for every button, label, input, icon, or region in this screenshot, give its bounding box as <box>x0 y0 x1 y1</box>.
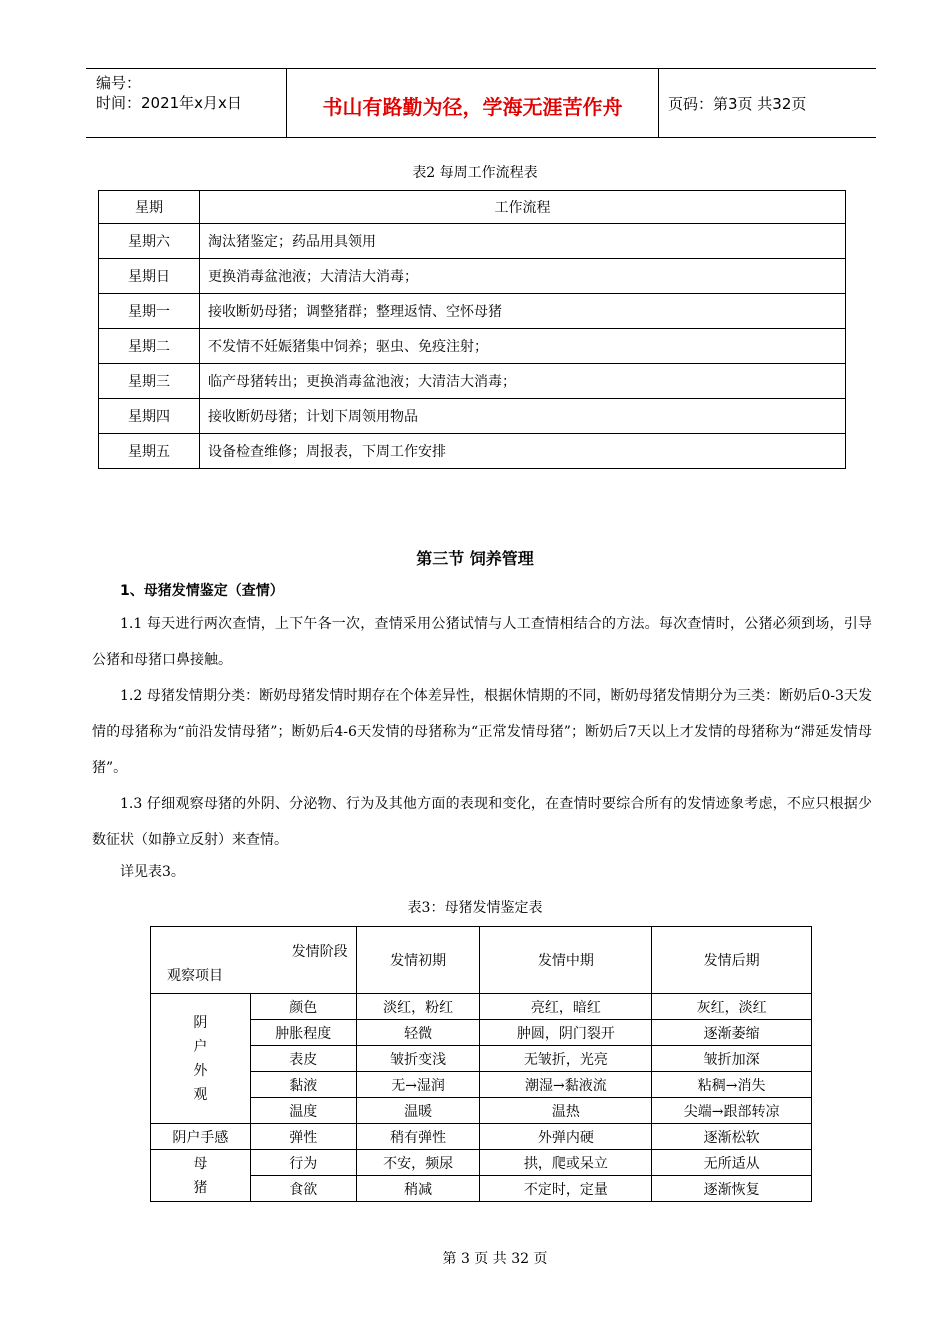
item-cell: 颜色 <box>250 994 356 1020</box>
group-char: 阴 <box>193 1014 208 1031</box>
value-cell: 皱折变浅 <box>356 1046 480 1072</box>
item-cell: 食欲 <box>250 1176 356 1202</box>
item-cell: 温度 <box>250 1098 356 1124</box>
table-header-row <box>151 927 812 994</box>
page-footer: 第 3 页 共 32 页 <box>442 1251 548 1267</box>
item-cell: 行为 <box>250 1150 356 1176</box>
flow-cell: 临产母猪转出；更换消毒盆池液；大清洁大消毒； <box>200 364 846 399</box>
time-label: 时间：2021年x月x日 <box>96 94 242 112</box>
group-char: 观 <box>193 1086 208 1103</box>
day-cell: 星期四 <box>99 399 200 434</box>
col-day-header: 星期 <box>99 191 200 224</box>
item-cell: 弹性 <box>250 1124 356 1150</box>
table-row <box>151 994 812 1020</box>
value-cell: 逐渐恢复 <box>652 1176 812 1202</box>
table-row <box>151 1072 812 1098</box>
day-cell: 星期六 <box>99 224 200 259</box>
table-row <box>151 1176 812 1202</box>
table2-caption: 表2 每周工作流程表 <box>412 165 538 181</box>
table-row <box>99 294 846 329</box>
table-row <box>151 1124 812 1150</box>
flow-cell: 淘汰猪鉴定；药品用具领用 <box>200 224 846 259</box>
value-cell: 不安，频尿 <box>356 1150 480 1176</box>
value-cell: 逐渐松软 <box>652 1124 812 1150</box>
day-cell: 星期一 <box>99 294 200 329</box>
stage-header: 发情中期 <box>480 927 652 994</box>
group-char: 母 <box>193 1155 208 1172</box>
page-header <box>86 68 876 138</box>
value-cell: 稍减 <box>356 1176 480 1202</box>
paragraph-1-1: 1.1 每天进行两次查情，上下午各一次，查情采用公猪试情与人工查情相结合的方法。每次查情时，公猪必须到场，引导公猪和母猪口鼻接触。 <box>92 616 872 668</box>
table-row <box>151 1150 812 1176</box>
group-char: 猪 <box>193 1179 208 1196</box>
value-cell: 无所适从 <box>652 1150 812 1176</box>
corner-stage-label: 发情阶段 <box>291 944 348 960</box>
table-row <box>99 259 846 294</box>
group-touch-cell: 阴户手感 <box>151 1124 251 1150</box>
table-row <box>151 1098 812 1124</box>
table-row <box>99 399 846 434</box>
value-cell: 不定时，定量 <box>480 1176 652 1202</box>
table-row <box>99 364 846 399</box>
estrus-identification-table <box>150 926 812 1202</box>
weekly-workflow-table <box>98 190 846 469</box>
item-cell: 黏液 <box>250 1072 356 1098</box>
table-row <box>99 224 846 259</box>
table3-caption: 表3：母猪发情鉴定表 <box>407 900 543 916</box>
day-cell: 星期日 <box>99 259 200 294</box>
value-cell: 温暖 <box>356 1098 480 1124</box>
flow-cell: 接收断奶母猪；计划下周领用物品 <box>200 399 846 434</box>
flow-cell: 接收断奶母猪；调整猪群；整理返情、空怀母猪 <box>200 294 846 329</box>
value-cell: 逐渐萎缩 <box>652 1020 812 1046</box>
header-meta <box>96 73 286 113</box>
value-cell: 外弹内硬 <box>480 1124 652 1150</box>
value-cell: 淡红，粉红 <box>356 994 480 1020</box>
paragraph-1-3: 1.3 仔细观察母猪的外阴、分泌物、行为及其他方面的表现和变化，在查情时要综合所有的发情迹象考虑，不应只根据少数征状（如静立反射）来查情。 <box>92 796 872 848</box>
stage-header: 发情后期 <box>652 927 812 994</box>
table-row <box>151 1046 812 1072</box>
value-cell: 轻微 <box>356 1020 480 1046</box>
group-char: 户 <box>193 1038 208 1055</box>
corner-item-label: 观察项目 <box>167 968 223 984</box>
value-cell: 稍有弹性 <box>356 1124 480 1150</box>
header-motto: 书山有路勤为径，学海无涯苦作舟 <box>286 69 659 137</box>
day-cell: 星期五 <box>99 434 200 469</box>
value-cell: 尖端→跟部转凉 <box>652 1098 812 1124</box>
corner-header-cell <box>151 927 357 994</box>
day-cell: 星期三 <box>99 364 200 399</box>
value-cell: 肿圆，阴门裂开 <box>480 1020 652 1046</box>
value-cell: 灰红，淡红 <box>652 994 812 1020</box>
paragraph-1-2: 1.2 母猪发情期分类：断奶母猪发情时期存在个体差异性，根据休情期的不同，断奶母猪发情期分为三类：断奶后0-3天发情的母猪称为“前沿发情母猪”；断奶后4-6天发情的母猪称为“正常发情母猪”；断奶后7天以上才发情的母猪称为“滞延发情母猪”。 <box>92 688 872 776</box>
value-cell: 皱折加深 <box>652 1046 812 1072</box>
value-cell: 亮红，暗红 <box>480 994 652 1020</box>
value-cell: 无皱折，光亮 <box>480 1046 652 1072</box>
header-page-label: 页码：第3页 共32页 <box>668 94 807 113</box>
number-label: 编号： <box>96 74 142 92</box>
group-char: 外 <box>193 1062 208 1079</box>
group-vulva-cell <box>151 994 251 1124</box>
value-cell: 拱，爬或呆立 <box>480 1150 652 1176</box>
flow-cell: 更换消毒盆池液；大清洁大消毒； <box>200 259 846 294</box>
table-row <box>151 1020 812 1046</box>
col-flow-header: 工作流程 <box>200 191 846 224</box>
value-cell: 潮湿→黏液流 <box>480 1072 652 1098</box>
section-subtitle: 1、母猪发情鉴定（查情） <box>120 583 284 599</box>
item-cell: 表皮 <box>250 1046 356 1072</box>
flow-cell: 设备检查维修；周报表，下周工作安排 <box>200 434 846 469</box>
value-cell: 温热 <box>480 1098 652 1124</box>
section-title: 第三节 饲养管理 <box>416 549 534 568</box>
table-row <box>99 329 846 364</box>
stage-header: 发情初期 <box>356 927 480 994</box>
item-cell: 肿胀程度 <box>250 1020 356 1046</box>
value-cell: 无→湿润 <box>356 1072 480 1098</box>
paragraph-see-table: 详见表3。 <box>120 864 185 880</box>
value-cell: 粘稠→消失 <box>652 1072 812 1098</box>
group-sow-cell <box>151 1150 251 1202</box>
table-row <box>99 434 846 469</box>
flow-cell: 不发情不妊娠猪集中饲养；驱虫、免疫注射； <box>200 329 846 364</box>
table-header-row <box>99 191 846 224</box>
day-cell: 星期二 <box>99 329 200 364</box>
